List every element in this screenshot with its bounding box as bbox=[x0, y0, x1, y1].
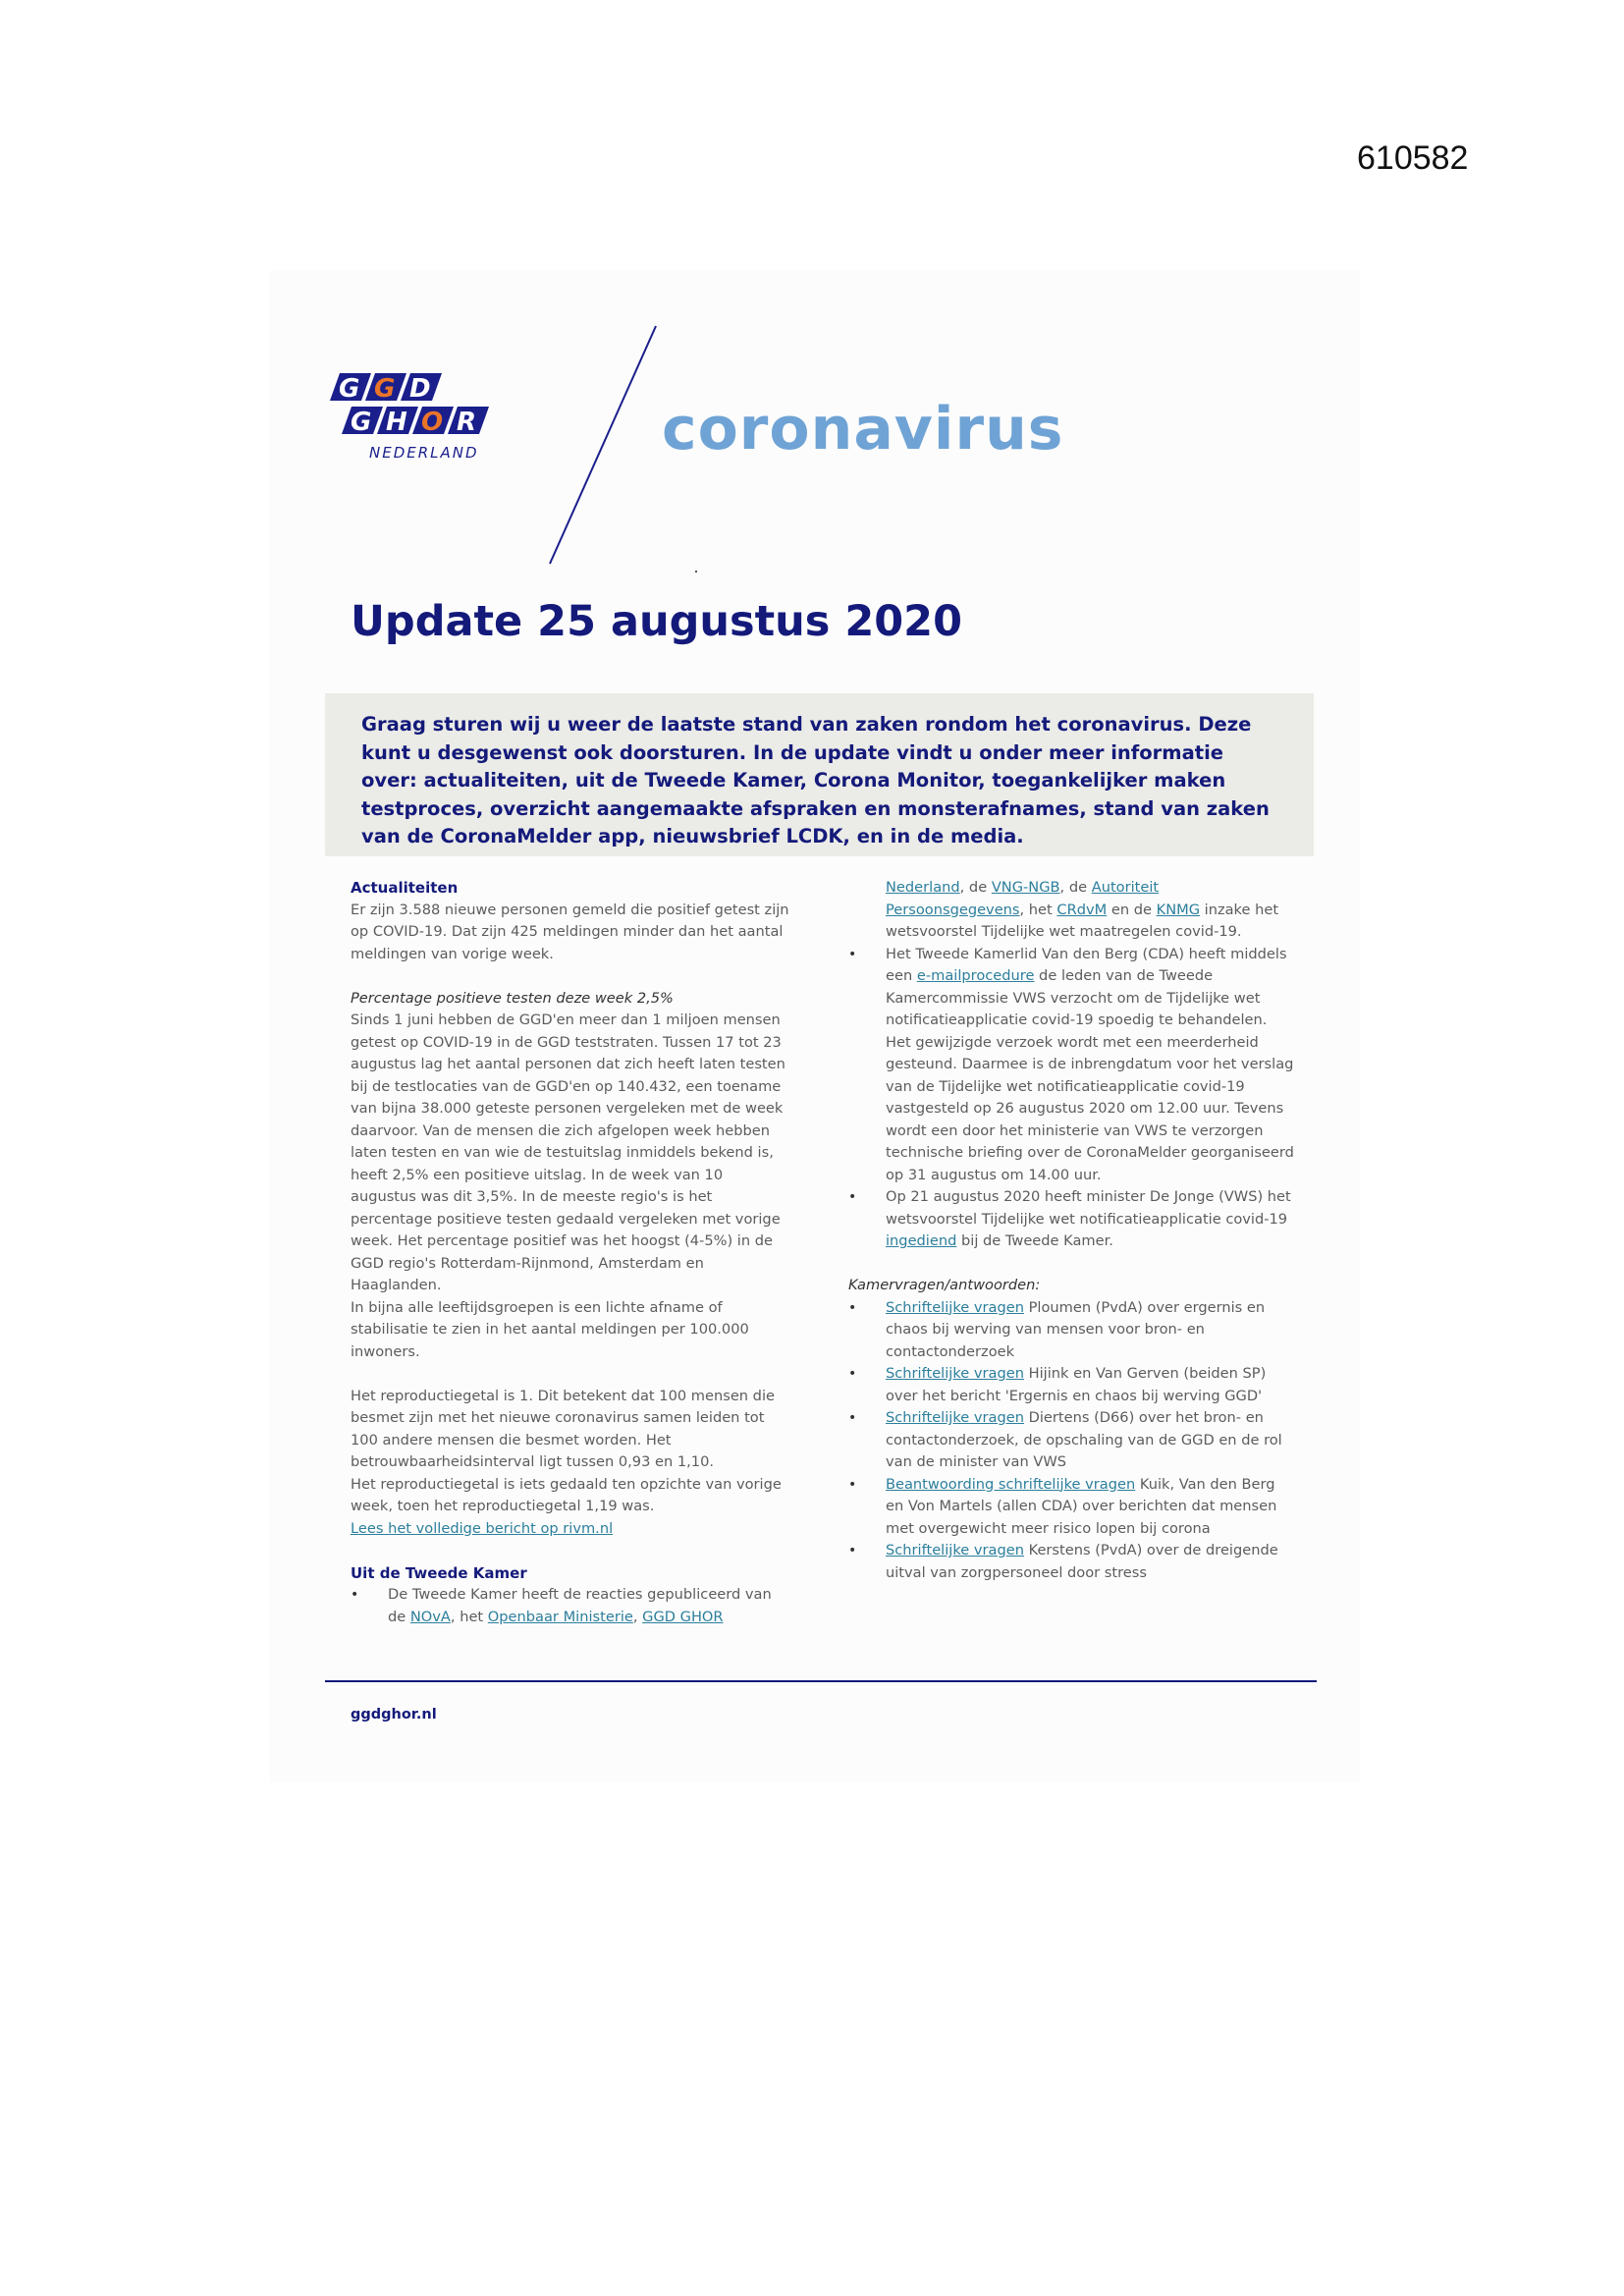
inline-link[interactable]: Schriftelijke vragen bbox=[886, 1298, 1024, 1316]
svg-text:D: D bbox=[409, 374, 431, 404]
list-item-continued bbox=[848, 877, 1295, 944]
reproduction-change-paragraph: Het reproductiegetal is iets gedaald ten opzichte van vorige week, toen het reproductiegetal 1,19 was. bbox=[351, 1475, 782, 1514]
svg-text:R: R bbox=[457, 408, 477, 437]
kamervragen-heading: Kamervragen/antwoorden: bbox=[848, 1277, 1041, 1293]
list-item bbox=[848, 1297, 1295, 1364]
inline-link[interactable]: Beantwoording schriftelijke vragen bbox=[886, 1475, 1136, 1493]
text-segment: Hijink en Van Gerven (beiden SP) over het bericht 'Ergernis en chaos bij werving GGD' bbox=[886, 1365, 1267, 1404]
text-segment: Kuik, Van den Berg en Von Martels (allen CDA) over berichten dat mensen met overgewicht meer risico lopen bij corona bbox=[886, 1475, 1277, 1537]
document-number: 610582 bbox=[1357, 139, 1469, 177]
rivm-link[interactable]: Lees het volledige bericht op rivm.nl bbox=[351, 1519, 614, 1537]
page-title: Update 25 augustus 2020 bbox=[351, 597, 963, 646]
svg-text:G: G bbox=[374, 374, 396, 404]
footer-website: ggdghor.nl bbox=[351, 1707, 437, 1722]
text-segment: en de bbox=[1107, 901, 1157, 918]
inline-link[interactable]: Schriftelijke vragen bbox=[886, 1365, 1024, 1382]
list-item bbox=[848, 1474, 1295, 1541]
positive-tests-subheading: Percentage positieve testen deze week 2,5% bbox=[351, 989, 674, 1007]
text-segment: , het bbox=[1019, 901, 1057, 918]
tweede-kamer-heading: Uit de Tweede Kamer bbox=[351, 1563, 527, 1582]
left-column bbox=[351, 877, 792, 1628]
text-segment: Ploumen (PvdA) over ergernis en chaos bij werving van mensen voor bron- en contactonderzoek bbox=[886, 1298, 1266, 1360]
testing-paragraph: Sinds 1 juni hebben de GGD'en meer dan 1 miljoen mensen getest op COVID-19 in de GGD teststraten. Tussen 17 tot 23 augustus lag het aantal personen dat zich heeft laten testen bij de testlocaties van de GGD'en op 140.432, een toename van bijna 38.000 geteste personen vergeleken met de week daarvoor. Van de mensen die zich afgelopen week hebben laten testen en van wie de testuitslag inmiddels bekend is, heeft 2,5% een positieve uitslag. In de week van 10 augustus was dit 3,5%. In de meeste regio's is het percentage positieve testen gedaald vergeleken met vorige week. Het percentage positief was het hoogst (4-5%) in de GGD regio's Rotterdam-Rijnmond, Amsterdam en Haaglanden. bbox=[351, 1011, 785, 1293]
new-cases-paragraph: Er zijn 3.588 nieuwe personen gemeld die positief getest zijn op COVID-19. Dat zijn 425 meldingen minder dan het aantal meldingen van vorige week. bbox=[351, 901, 789, 962]
text-segment: De Tweede Kamer heeft de reacties gepubliceerd van de bbox=[388, 1586, 772, 1625]
list-item bbox=[848, 1363, 1295, 1407]
text-segment: Het Tweede Kamerlid Van den Berg (CDA) heeft middels een bbox=[886, 945, 1287, 984]
inline-link[interactable]: GGD GHOR bbox=[642, 1608, 724, 1625]
text-segment: , het bbox=[450, 1608, 488, 1625]
list-item bbox=[848, 1186, 1295, 1253]
text-segment: , de bbox=[1059, 879, 1092, 896]
inline-link[interactable]: KNMG bbox=[1156, 901, 1201, 918]
inline-link[interactable]: Autoriteit Persoonsgegevens bbox=[886, 879, 1160, 918]
divider-slash bbox=[540, 322, 668, 568]
inline-link[interactable]: ingediend bbox=[886, 1232, 957, 1249]
stray-dot bbox=[695, 571, 697, 573]
text-segment: , de bbox=[959, 879, 992, 896]
inline-link[interactable]: Schriftelijke vragen bbox=[886, 1542, 1024, 1558]
svg-text:NEDERLAND: NEDERLAND bbox=[369, 444, 479, 462]
list-item bbox=[848, 944, 1295, 1187]
text-segment: de leden van de Tweede Kamercommissie VWS verzocht om de Tijdelijke wet notificatieapplicatie covid-19 spoedig te behandelen. Het gewijzigde verzoek wordt met een meerderheid gesteund. Daarmee is de inbrengdatum voor het verslag van de Tijdelijke wet notificatieapplicatie covid-19 vastgesteld op 26 augustus 2020 om 12.00 uur. Tevens wordt een door het ministerie van VWS te verzorgen technische briefing over de CoronaMelder georganiseerd op 31 augustus om 14.00 uur. bbox=[886, 967, 1294, 1183]
ggd-ghor-logo bbox=[330, 373, 526, 486]
text-segment: , bbox=[632, 1608, 643, 1625]
text-segment: Diertens (D66) over het bron- en contactonderzoek, de opschaling van de GGD en de rol van de minister van VWS bbox=[886, 1409, 1282, 1470]
list-item bbox=[351, 1584, 792, 1628]
coronavirus-banner: coronavirus bbox=[662, 395, 1064, 464]
reproduction-paragraph: Het reproductiegetal is 1. Dit betekent dat 100 mensen die besmet zijn met het nieuwe coronavirus samen leiden tot 100 andere mensen die besmet worden. Het betrouwbaarheidsinterval ligt tussen 0,93 en 1,10. bbox=[351, 1387, 775, 1470]
svg-text:H: H bbox=[386, 408, 407, 437]
inline-link[interactable]: e-mailprocedure bbox=[916, 967, 1035, 984]
text-segment: bij de Tweede Kamer. bbox=[956, 1232, 1113, 1249]
svg-text:O: O bbox=[421, 408, 444, 437]
actualiteiten-heading: Actualiteiten bbox=[351, 879, 459, 897]
inline-link[interactable]: NOvA bbox=[409, 1608, 451, 1625]
text-segment: inzake het wetsvoorstel Tijdelijke wet maatregelen covid-19. bbox=[886, 901, 1279, 940]
list-item bbox=[848, 1407, 1295, 1474]
inline-link[interactable]: Nederland bbox=[886, 879, 960, 896]
text-segment: Kerstens (PvdA) over de dreigende uitval van zorgpersoneel door stress bbox=[886, 1542, 1278, 1581]
age-groups-paragraph: In bijna alle leeftijdsgroepen is een lichte afname of stabilisatie te zien in het aantal meldingen per 100.000 inwoners. bbox=[351, 1298, 749, 1360]
footer-divider bbox=[325, 1680, 1317, 1682]
svg-text:G: G bbox=[351, 408, 372, 437]
right-column bbox=[848, 877, 1295, 1584]
inline-link[interactable]: VNG-NGB bbox=[991, 879, 1060, 896]
text-segment: Op 21 augustus 2020 heeft minister De Jonge (VWS) het wetsvoorstel Tijdelijke wet notificatieapplicatie covid-19 bbox=[886, 1188, 1291, 1228]
inline-link[interactable]: Schriftelijke vragen bbox=[886, 1409, 1024, 1426]
intro-box: Graag sturen wij u weer de laatste stand van zaken rondom het coronavirus. Deze kunt u desgewenst ook doorsturen. In de update vindt u onder meer informatie over: actualiteiten, uit de Tweede Kamer, Corona Monitor, toegankelijker maken testproces, overzicht aangemaakte afspraken en monsterafnames, stand van zaken van de CoronaMelder app, nieuwsbrief LCDK, en in de media. bbox=[325, 693, 1314, 856]
inline-link[interactable]: Openbaar Ministerie bbox=[487, 1608, 633, 1625]
list-item bbox=[848, 1540, 1295, 1584]
inline-link[interactable]: CRdvM bbox=[1056, 901, 1108, 918]
svg-text:G: G bbox=[339, 374, 360, 404]
